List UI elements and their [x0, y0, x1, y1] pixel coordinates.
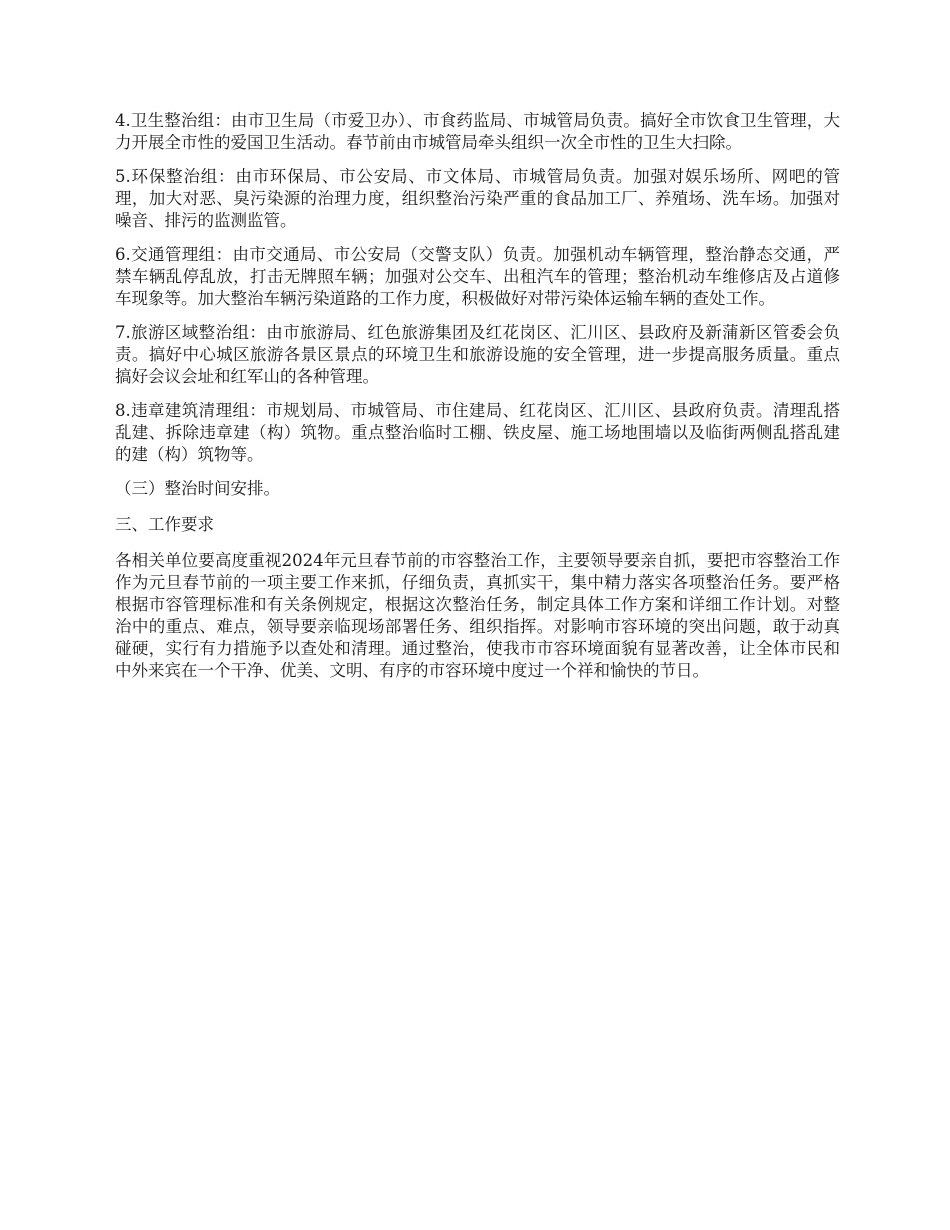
document-body	[115, 110, 840, 694]
paragraph-sanitation-group: 4.卫生整治组：由市卫生局（市爱卫办）、市食药监局、市城管局负责。搞好全市饮食卫生管理，大力开展全市性的爱国卫生活动。春节前由市城管局牵头组织一次全市性的卫生大扫除。	[115, 111, 840, 152]
paragraph-requirements: 各相关单位要高度重视2024年元旦春节前的市容整治工作，主要领导要亲自抓，要把市容整治工作作为元旦春节前的一项主要工作来抓，仔细负责，真抓实干，集中精力落实各项整治任务。要严格根据市容管理标准和有关条例规定，根据这次整治任务，制定具体工作方案和详细工作计划。对整治中的重点、难点，领导要亲临现场部署任务、组织指挥。对影响市容环境的突出问题，敢于动真碰硬，实行有力措施予以查处和清理。通过整治，使我市市容环境面貌有显著改善，让全体市民和中外来宾在一个干净、优美、文明、有序的市容环境中度过一个祥和愉快的节日。	[115, 551, 840, 680]
subheading-schedule: （三）整治时间安排。	[115, 479, 280, 498]
paragraph-traffic-group: 6.交通管理组：由市交通局、市公安局（交警支队）负责。加强机动车辆管理，整治静态交通，严禁车辆乱停乱放，打击无牌照车辆；加强对公交车、出租汽车的管理；整治机动车维修店及占道修车现象等。加大整治车辆污染道路的工作力度，积极做好对带污染体运输车辆的查处工作。	[115, 245, 840, 308]
paragraph-illegal-building-group: 8.违章建筑清理组：市规划局、市城管局、市住建局、红花岗区、汇川区、县政府负责。清理乱搭乱建、拆除违章建（构）筑物。重点整治临时工棚、铁皮屋、施工场地围墙以及临街两侧乱搭乱建的建（构）筑物等。	[115, 401, 840, 464]
paragraph-tourism-group: 7.旅游区域整治组：由市旅游局、红色旅游集团及红花岗区、汇川区、县政府及新蒲新区管委会负责。搞好中心城区旅游各景区景点的环境卫生和旅游设施的安全管理，进一步提高服务质量。重点搞好会议会址和红军山的各种管理。	[115, 323, 840, 386]
section-heading-requirements: 三、工作要求	[115, 515, 214, 534]
paragraph-environment-group: 5.环保整治组：由市环保局、市公安局、市文体局、市城管局负责。加强对娱乐场所、网吧的管理，加大对恶、臭污染源的治理力度，组织整治污染严重的食品加工厂、养殖场、洗车场。加强对噪音、排污的监测监管。	[115, 167, 840, 230]
